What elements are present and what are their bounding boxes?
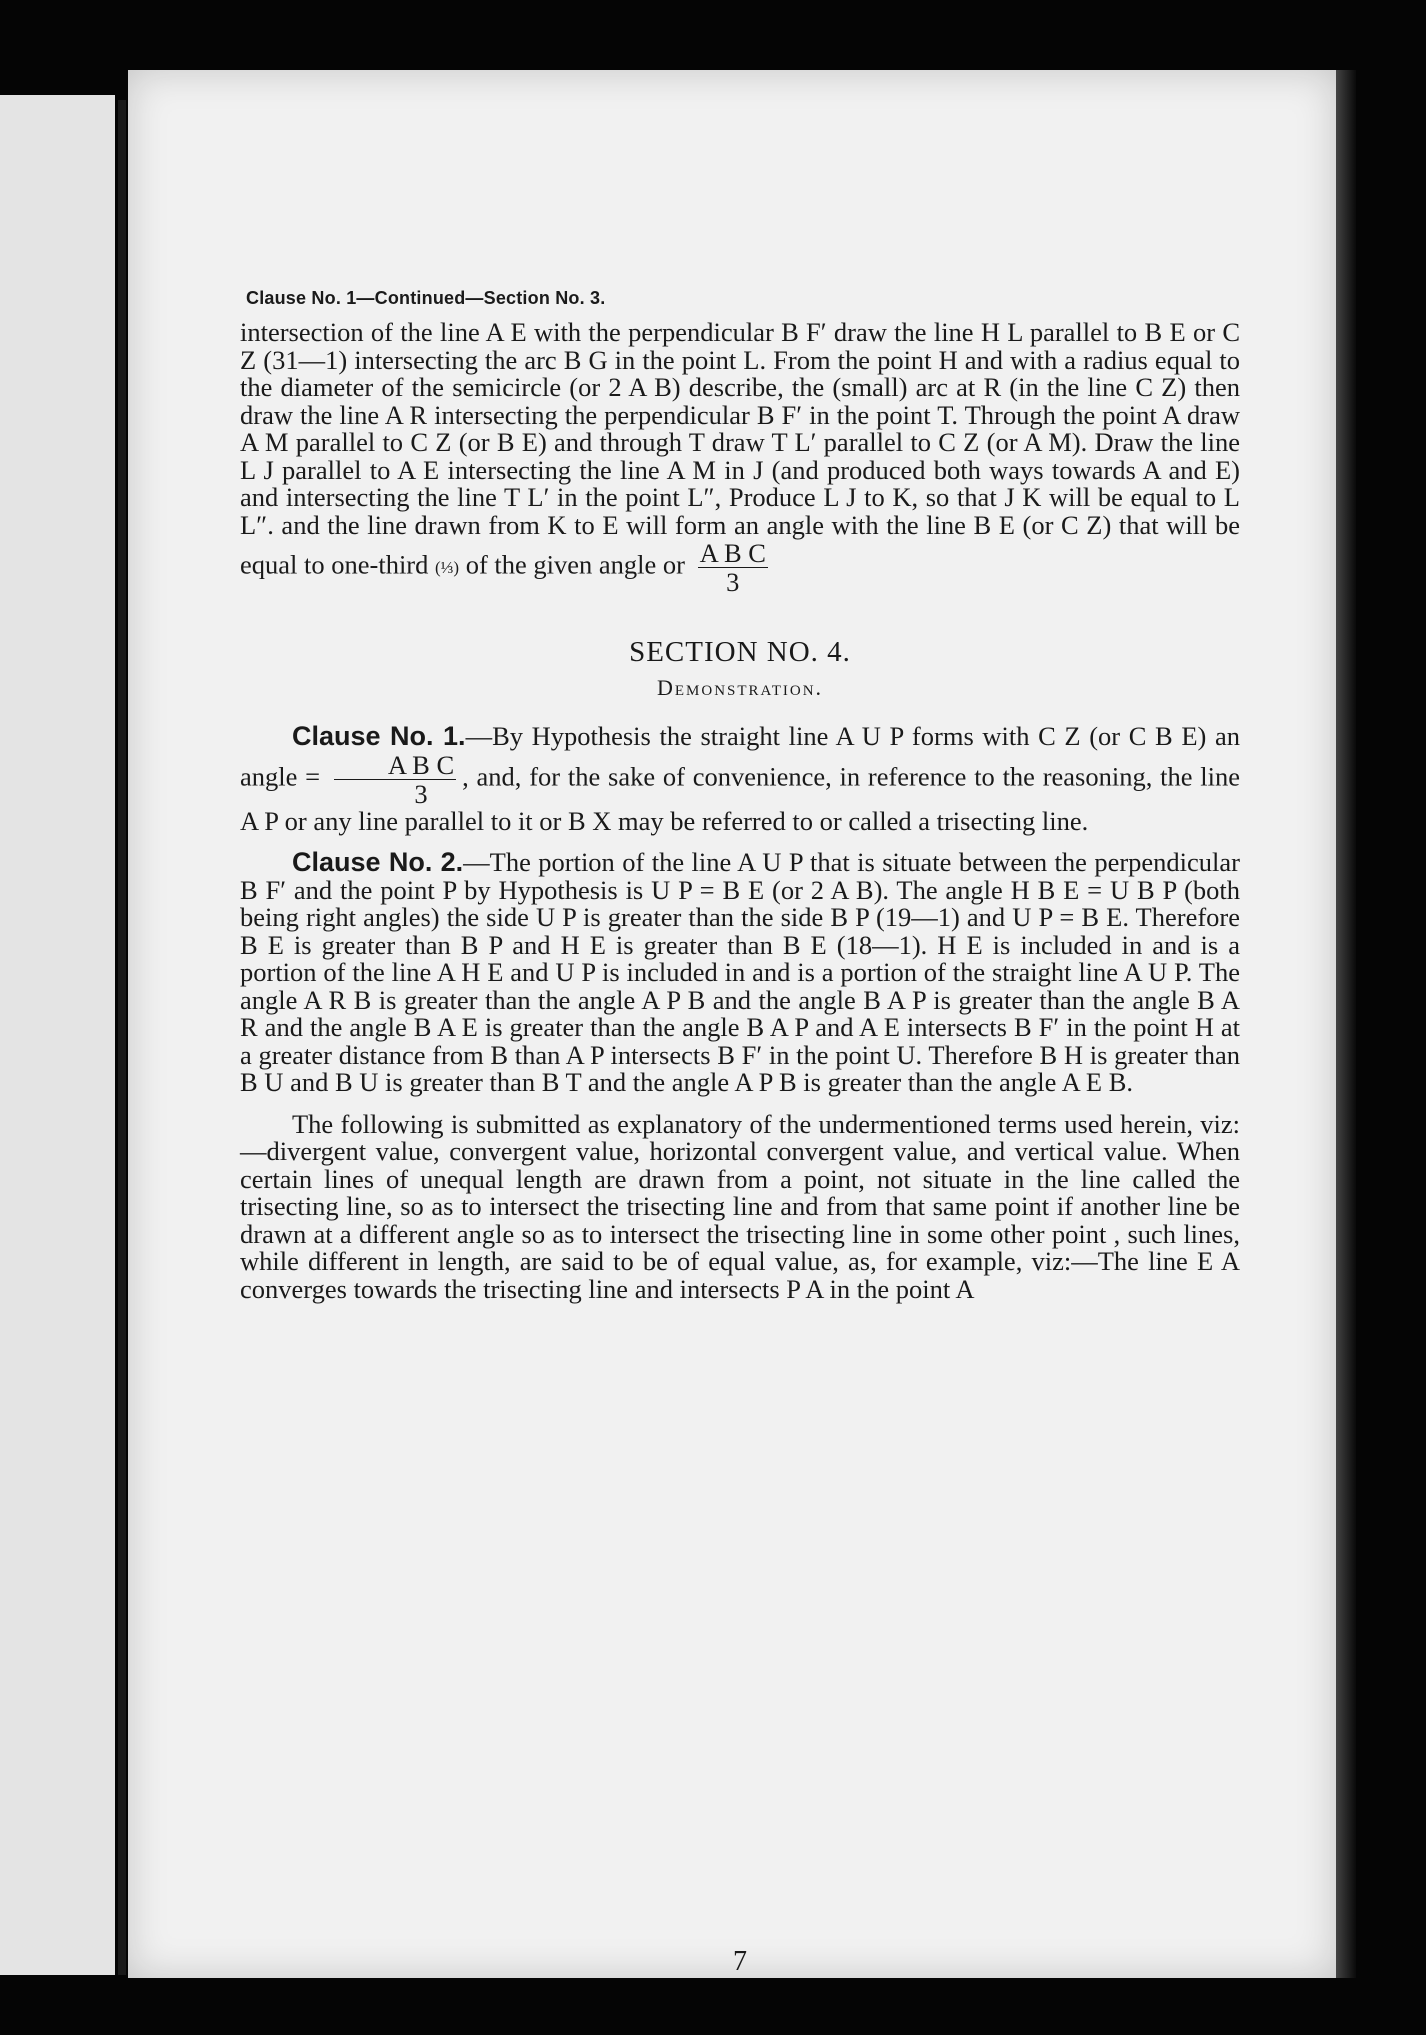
paragraph-intersection (240, 319, 1240, 596)
fraction-numerator: A B C (699, 538, 766, 568)
clause-1-fraction-denominator: 3 (414, 778, 428, 809)
clause-1-fraction-numerator: A B C (334, 751, 456, 780)
page-number: 7 (733, 1946, 747, 1977)
abc-over-3-fraction (698, 539, 768, 596)
clause-1-text-b: , and, for the sake of convenience, in reference to the reasoning, the line A P or any line parallel to it or B X may be referred to or called a trisecting line. (240, 761, 1240, 836)
clause-2-text: —The portion of the line A U P that is situate between the perpendicular B F′ and the point P by Hypothesis is U P = B E (or 2 A B). The angle H B E = U B P (both being right angles) the side U P is greater than the side B P (19—1) and U P = B E. Therefore B E is greater than B P and H E is greater than B E (18—1). H E is included in and is a portion of the line A H E and U P is included in and is a portion of the straight line A U P. The angle A R B is greater than the angle A P B and the angle B A P is greater than the angle B A R and the angle B A E is greater than the angle B A P and A E intersects B F′ in the point H at a greater distance from B than A P intersects B F′ in the point U. Therefore B H is greater than B U and B U is greater than B T and the angle A P B is greater than the angle A E B. (240, 847, 1240, 1097)
section-subtitle: Demonstration. (656, 675, 824, 700)
document-page (128, 70, 1336, 1978)
page-content (240, 288, 1241, 1977)
clause-2-label: Clause No. 2. (292, 847, 464, 877)
section-title: SECTION NO. 4. (629, 636, 851, 668)
page-edge-shadow (1336, 70, 1356, 1978)
one-third-fraction: (⅓) (435, 557, 460, 577)
fraction-denominator: 3 (726, 567, 740, 597)
clause-1-fraction (334, 751, 456, 808)
clause-2-paragraph (240, 849, 1240, 1097)
clause-1-text-a: —By Hypothesis the straight line A U P forms with C Z (or C B E) an angle = (240, 721, 1241, 792)
facing-page-edge (0, 95, 115, 1975)
clause-1-label: Clause No. 1. (292, 721, 466, 751)
paragraph-1-end: of the given angle or (465, 549, 686, 580)
running-head: Clause No. 1—Continued—Section No. 3. (246, 288, 606, 308)
gutter-shadow (118, 100, 126, 1975)
clause-1-paragraph (240, 723, 1240, 835)
explanatory-paragraph: The following is submitted as explanatory of the undermentioned terms used herein, viz:—divergent value, convergent value, horizontal convergent value, and vertical value. When certain lines of unequal length are drawn from a point, not situate in the line called the trisecting line, so as to intersect the trisecting line and from that same point if another line be drawn at a different angle so as to intersect the trisecting line in some other point , such lines, while different in length, are said to be of equal value, as, for example, viz:—The line E A converges towards the trisecting line and intersects P A in the point A (240, 1108, 1240, 1304)
paragraph-1-text: intersection of the line A E with the perpendicular B F′ draw the line H L parallel to B E or C Z (31—1) intersecting the arc B G in the point L. From the point H and with a radius equal to the diameter of the semicircle (or 2 A B) describe, the (small) arc at R (in the line C Z) then draw the line A R intersecting the perpendicular B F′ in the point T. Through the point A draw A M parallel to C Z (or B E) and through T draw T L′ parallel to C Z (or A M). Draw the line L J parallel to A E intersecting the line A M in J (and produced both ways towards A and E) and intersecting the line T L′ in the point L″, Produce L J to K, so that J K will be equal to L L″. and the line drawn from K to E will form an angle with the line B E (or C Z) that will be equal to one-third (240, 317, 1240, 580)
